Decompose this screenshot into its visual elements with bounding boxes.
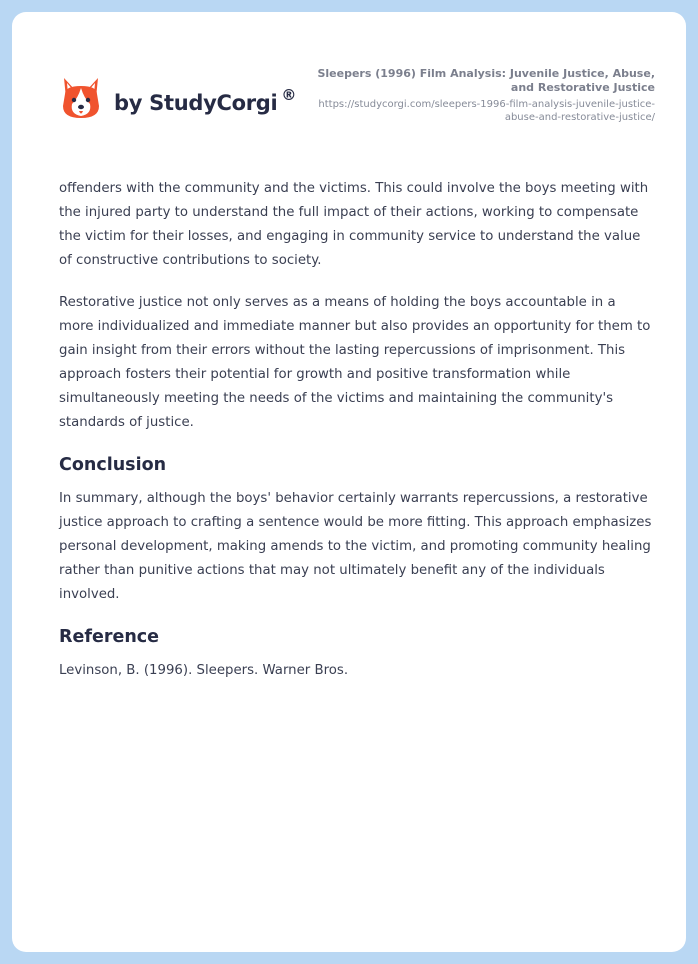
studycorgi-logo[interactable] [60, 76, 296, 122]
body-paragraph: Restorative justice not only serves as a means of holding the boys accountable in a more individualized and immediate manner but also provides an opportunity for them to gain insight from their errors without the lasting repercussions of imprisonment. This approach fosters their potential for growth and positive transformation while simultaneously meeting the needs of the victims and maintaining the community's standards of justice. [59, 295, 651, 430]
document-url[interactable]: https://studycorgi.com/sleepers-1996-film-analysis-juvenile-justice-abuse-and-restorative-justice/ [318, 99, 655, 123]
document-title: Sleepers (1996) Film Analysis: Juvenile Justice, Abuse, and Restorative Justice [317, 67, 655, 94]
section-heading-conclusion: Conclusion [59, 455, 167, 475]
section-heading-reference: Reference [59, 627, 160, 647]
document-body [59, 177, 654, 701]
corgi-logo-icon [60, 76, 102, 122]
document-page [12, 12, 686, 952]
document-meta [315, 67, 655, 124]
conclusion-paragraph: In summary, although the boys' behavior certainly warrants repercussions, a restorative justice approach to crafting a sentence would be more fitting. This approach emphasizes personal development, making amends to the victim, and promoting community healing rather than punitive actions that may not ultimately benefit any of the individuals involved. [59, 491, 652, 602]
body-paragraph: offenders with the community and the victims. This could involve the boys meeting with the injured party to understand the full impact of their actions, working to compensate the victim for their losses, and engaging in community service to understand the value of constructive contributions to society. [59, 181, 649, 268]
page-header [12, 12, 686, 152]
brand-name: by StudyCorgi ® [114, 86, 297, 115]
reference-entry: Levinson, B. (1996). Sleepers. Warner Bros. [59, 663, 349, 678]
registered-mark: ® [281, 86, 297, 104]
